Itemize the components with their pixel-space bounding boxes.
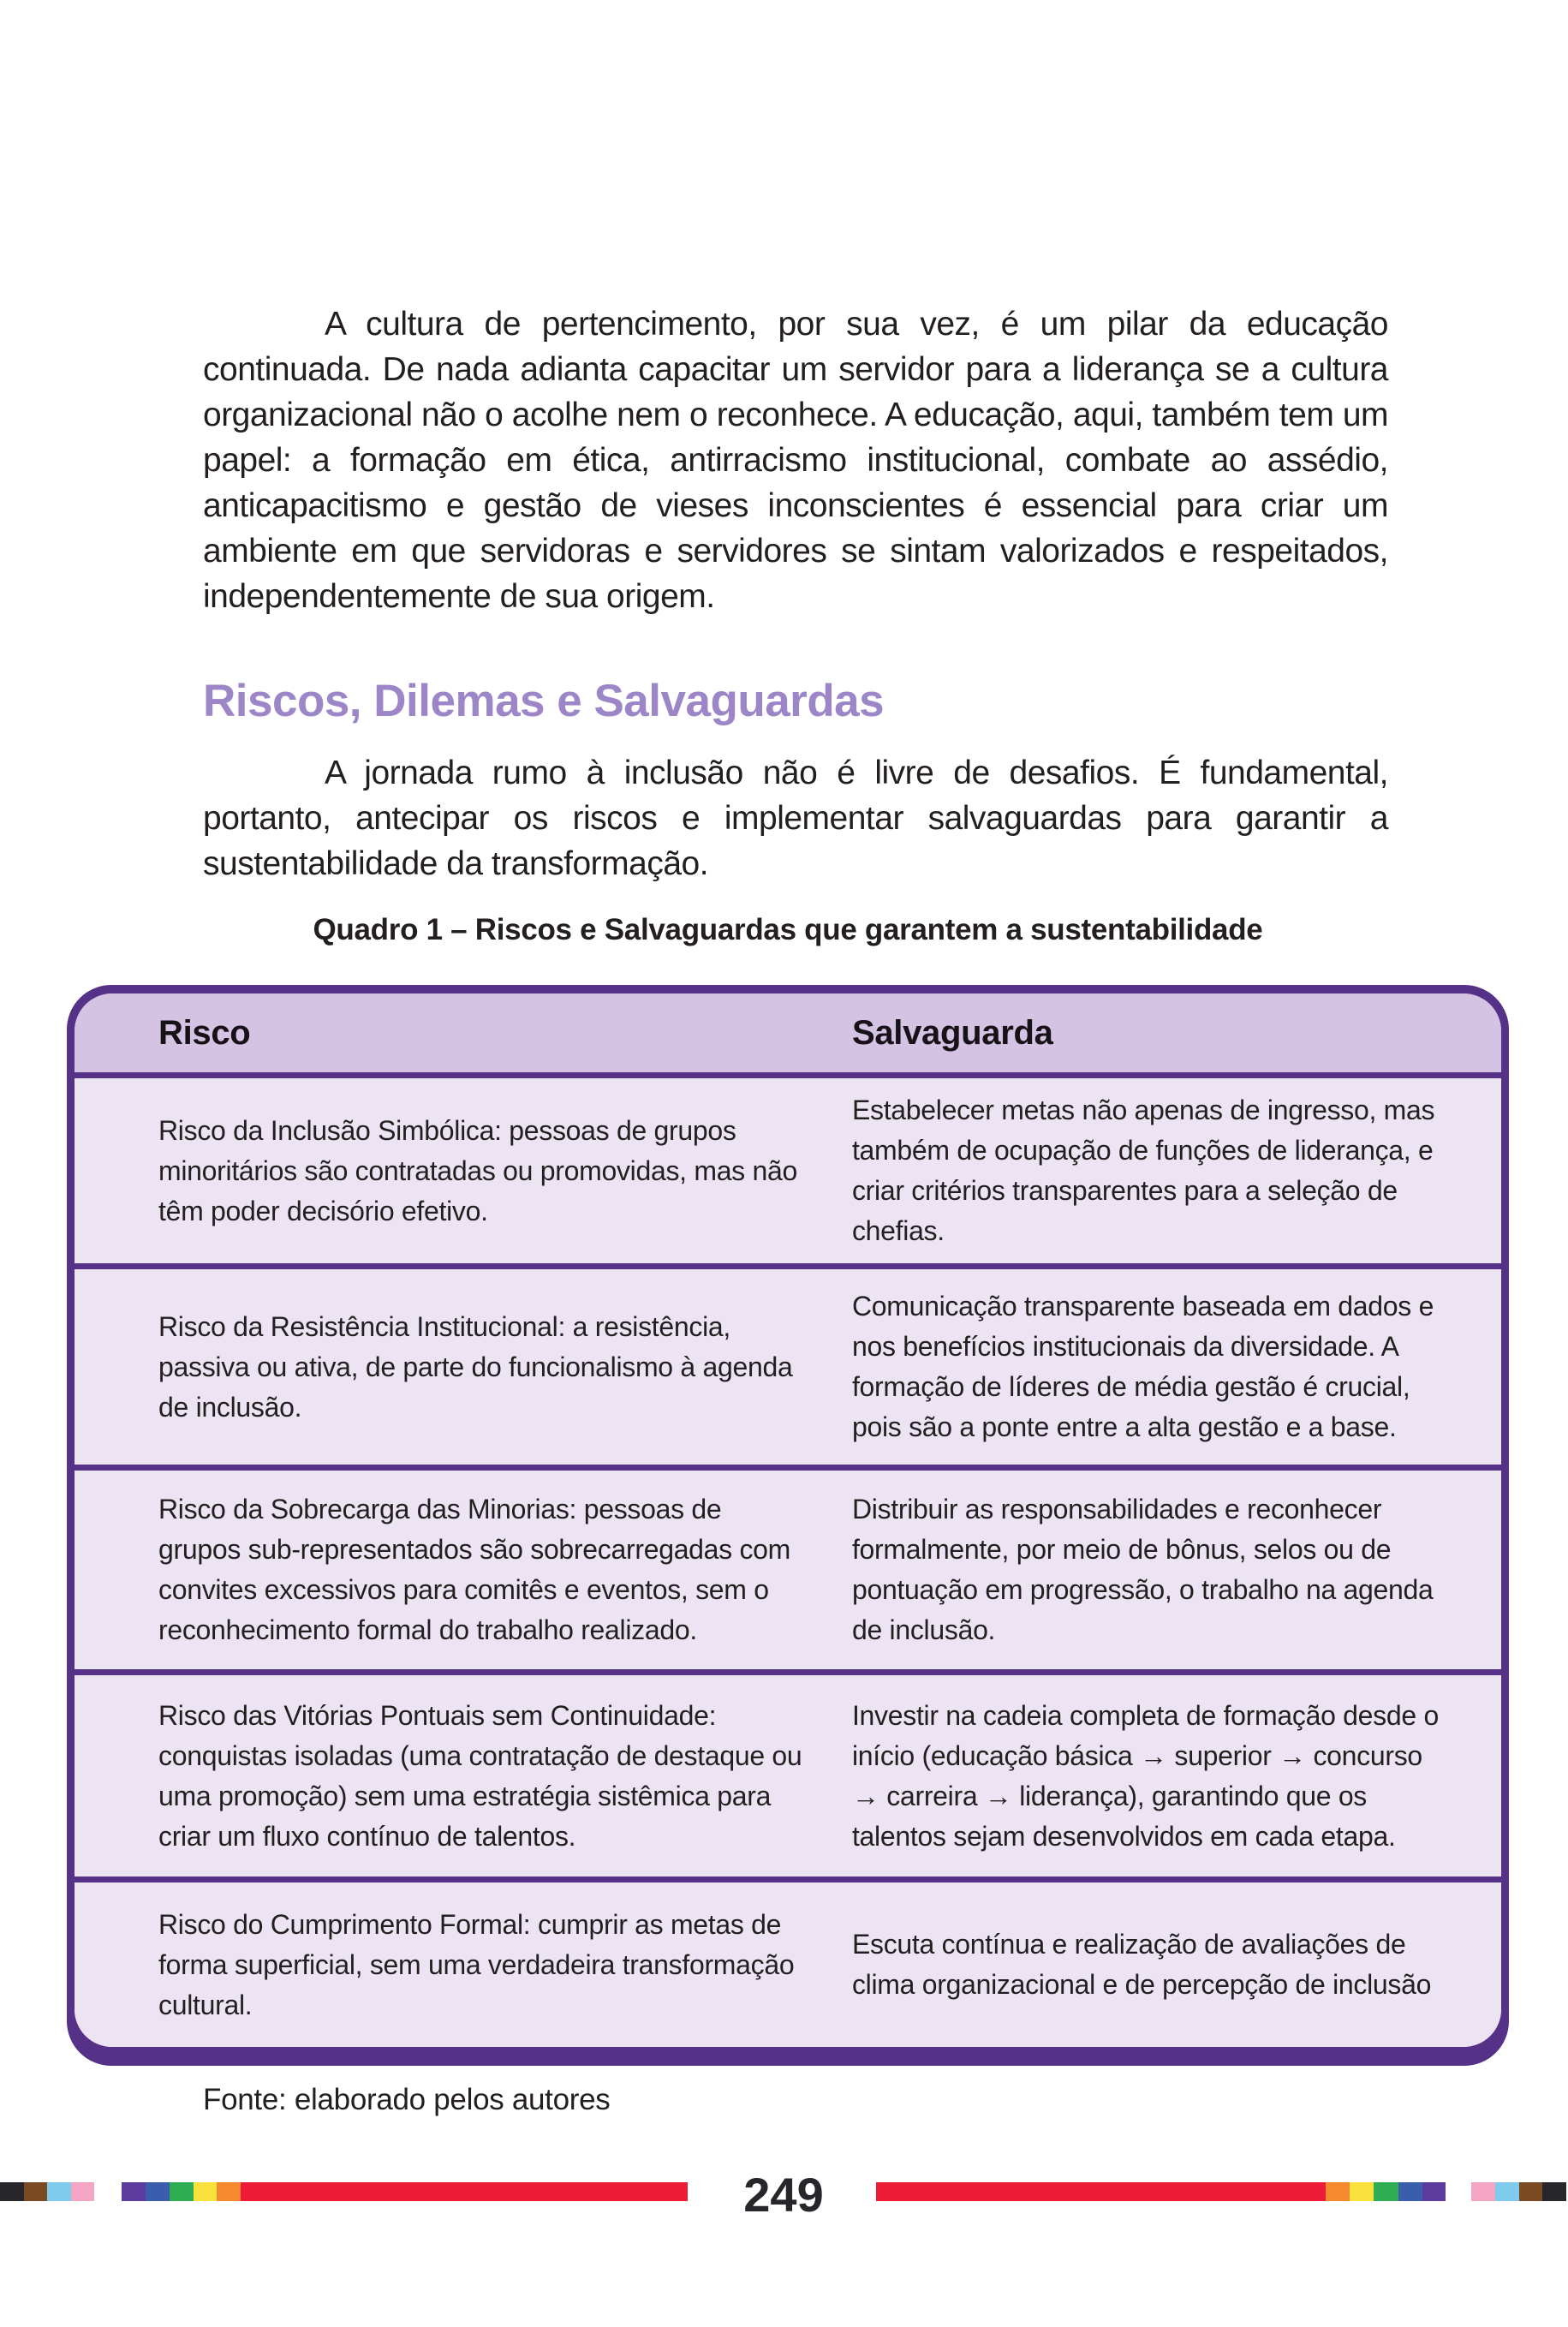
safeguard-cell: Investir na cadeia completa de formação desde o início (educação básica → superior → concurso → carreira → liderança), garantindo que os talentos sejam desenvolvidos em cada etapa. — [851, 1699, 1439, 1852]
color-segment — [876, 2182, 1326, 2201]
table-row — [75, 1669, 1501, 1877]
color-segment — [217, 2182, 241, 2201]
table-row — [75, 1263, 1501, 1465]
risk-cell: Risco da Resistência Institucional: a resistência, passiva ou ativa, de parte do funcionalismo à agenda de inclusão. — [158, 1310, 793, 1423]
table-header-row — [75, 993, 1501, 1072]
color-segment — [1326, 2182, 1350, 2201]
section-heading: Riscos, Dilemas e Salvaguardas — [203, 676, 885, 726]
color-segment — [1471, 2182, 1495, 2201]
risk-cell: Risco das Vitórias Pontuais sem Continuidade: conquistas isoladas (uma contratação de destaque ou uma promoção) sem uma estratégia sistêmica para criar um fluxo contínuo de talentos. — [158, 1699, 802, 1852]
safeguard-cell: Estabelecer metas não apenas de ingresso, mas também de ocupação de funções de liderança, e criar critérios transparentes para a seleção de chefias. — [851, 1095, 1435, 1246]
color-segment — [122, 2182, 146, 2201]
color-segment — [241, 2182, 688, 2201]
table-row — [75, 1072, 1501, 1263]
safeguard-cell: Escuta contínua e realização de avaliações de clima organizacional e de percepção de inclusão — [851, 1929, 1432, 2000]
risk-cell: Risco da Sobrecarga das Minorias: pessoas de grupos sub-representados são sobrecarregadas com convites excessivos para comitês e eventos, sem o reconhecimento formal do trabalho realizado. — [158, 1494, 791, 1645]
color-segment — [1350, 2182, 1374, 2201]
color-segment — [24, 2182, 47, 2201]
page-number: 249 — [743, 2168, 824, 2222]
table-row — [75, 1465, 1501, 1669]
table-source: Fonte: elaborado pelos autores — [203, 2083, 611, 2116]
color-segment — [71, 2182, 94, 2201]
column-header-safeguard: Salvaguarda — [851, 1013, 1053, 1052]
table-caption: Quadro 1 – Riscos e Salvaguardas que garantem a sustentabilidade — [313, 913, 1263, 946]
color-segment — [1374, 2182, 1398, 2201]
column-header-risk: Risco — [158, 1013, 251, 1052]
safeguard-cell: Distribuir as responsabilidades e reconhecer formalmente, por meio de bônus, selos ou de pontuação em progressão, o trabalho na agenda de inclusão. — [851, 1494, 1434, 1645]
risks-safeguards-table — [67, 985, 1509, 2066]
body-paragraph-2: A jornada rumo à inclusão não é livre de desafios. É fundamental, portanto, antecipar os riscos e implementar salvaguardas para garantir a sustentabilidade da transformação. — [203, 755, 1388, 882]
color-segment — [1495, 2182, 1519, 2201]
color-segment — [1542, 2182, 1566, 2201]
color-segment — [194, 2182, 217, 2201]
risk-cell: Risco do Cumprimento Formal: cumprir as metas de forma superficial, sem uma verdadeira transformação cultural. — [158, 1908, 795, 2020]
color-segment — [1398, 2182, 1422, 2201]
body-paragraph-1: A cultura de pertencimento, por sua vez, é um pilar da educação continuada. De nada adianta capacitar um servidor para a liderança se a cultura organizacional não o acolhe nem o reconhece. A educação, aqui, também tem um papel: a formação em ética, antirracismo institucional, combate ao assédio, anticapacitismo e gestão de vieses inconscientes é essencial para criar um ambiente em que servidoras e servidores se sintam valorizados e respeitados, independentemente de sua origem. — [203, 306, 1388, 615]
color-segment — [146, 2182, 170, 2201]
safeguard-cell: Comunicação transparente baseada em dados e nos benefícios institucionais da diversidade. A formação de líderes de média gestão é crucial, pois são a ponte entre a alta gestão e a base. — [851, 1291, 1434, 1442]
color-segment — [1422, 2182, 1446, 2201]
color-segment — [0, 2182, 24, 2201]
color-segment — [47, 2182, 71, 2201]
color-segment — [1446, 2182, 1471, 2201]
color-segment — [94, 2182, 122, 2201]
table-body — [75, 1072, 1501, 2047]
table-row — [75, 1877, 1501, 2047]
color-segment — [1519, 2182, 1542, 2201]
color-segment — [170, 2182, 194, 2201]
risk-cell: Risco da Inclusão Simbólica: pessoas de grupos minoritários são contratadas ou promovidas, mas não têm poder decisório efetivo. — [158, 1114, 797, 1226]
